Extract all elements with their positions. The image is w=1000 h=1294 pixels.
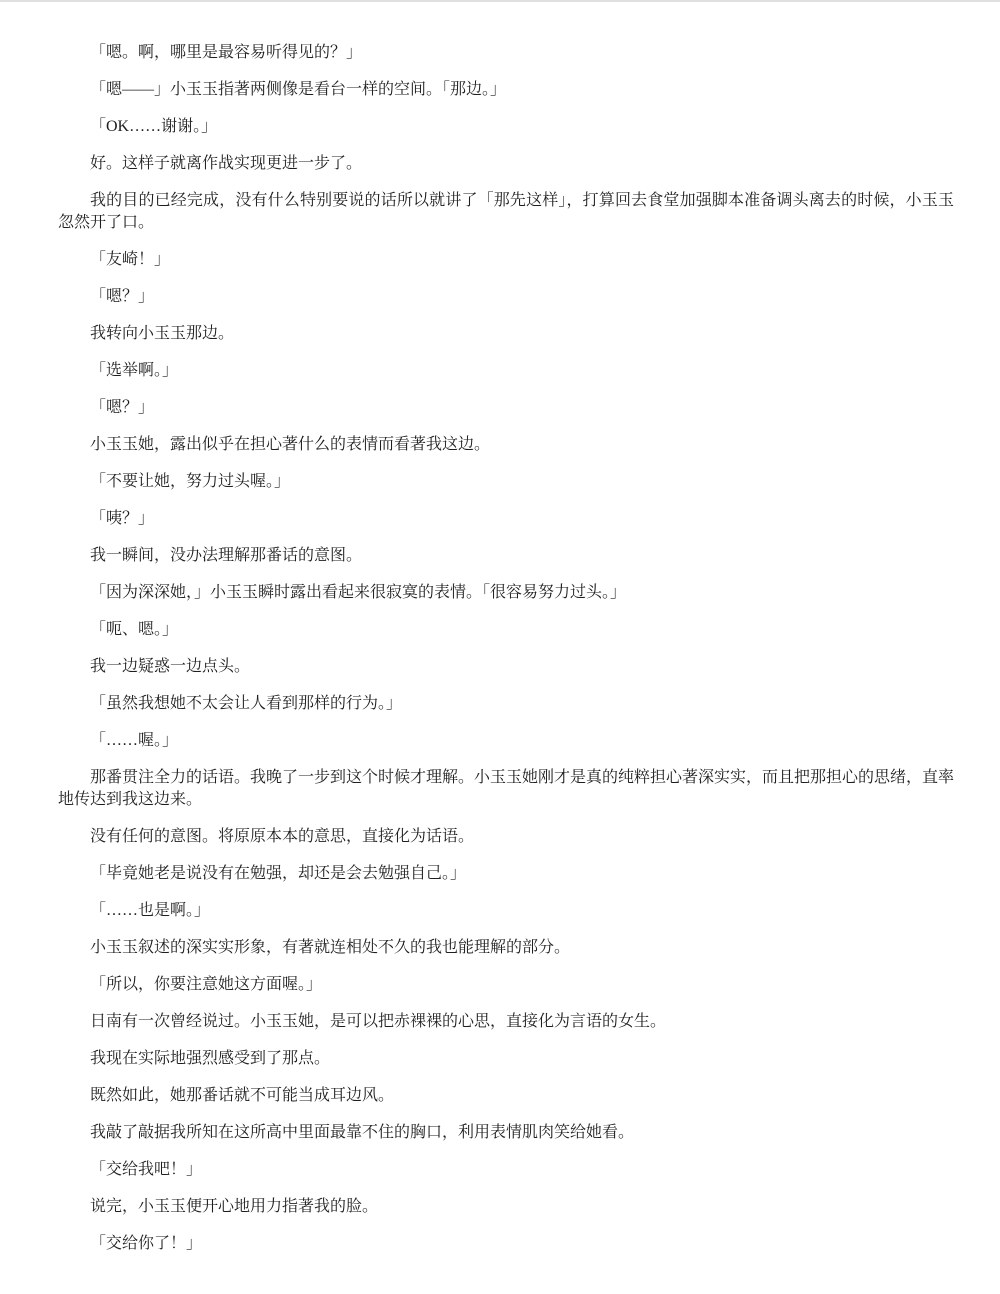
paragraph-dialogue: 「不要让她，努力过头喔。」	[90, 473, 291, 490]
paragraph-dialogue: 「呃、嗯。」	[90, 621, 179, 638]
paragraph-narration: 小玉玉她，露出似乎在担心著什么的表情而看著我这边。	[90, 436, 491, 453]
paragraph-dialogue: 「OK……谢谢。」	[90, 118, 218, 135]
paragraph-dialogue: 「嗯？」	[90, 288, 155, 305]
paragraph-dialogue: 「因为深深她，」小玉玉瞬时露出看起来很寂寞的表情。「很容易努力过头。」	[90, 584, 627, 601]
paragraph-dialogue: 「交给我吧！」	[90, 1161, 203, 1178]
paragraph-dialogue: 「友崎！」	[90, 251, 171, 268]
paragraph-dialogue: 「嗯。啊，哪里是最容易听得见的？」	[90, 44, 363, 61]
paragraph-dialogue: 「所以，你要注意她这方面喔。」	[90, 976, 323, 993]
paragraph-dialogue: 「选举啊。」	[90, 362, 179, 379]
paragraph-narration: 没有任何的意图。将原原本本的意思，直接化为话语。	[90, 828, 475, 845]
paragraph-dialogue: 「嗯——」小玉玉指著两侧像是看台一样的空间。「那边。」	[90, 81, 507, 98]
paragraph-dialogue: 「……喔。」	[90, 732, 179, 749]
paragraph-narration: 那番贯注全力的话语。我晚了一步到这个时候才理解。小玉玉她刚才是真的纯粹担心著深实实，而且把那担心的思绪，直率地传达到我这边来。	[58, 769, 955, 808]
paragraph-narration: 我一边疑惑一边点头。	[90, 658, 251, 675]
paragraph-dialogue: 「……也是啊。」	[90, 902, 211, 919]
paragraph-narration: 我一瞬间，没办法理解那番话的意图。	[90, 547, 363, 564]
paragraph-narration: 说完，小玉玉便开心地用力指著我的脸。	[90, 1198, 379, 1215]
paragraph-narration: 我转向小玉玉那边。	[90, 325, 235, 342]
page-top-edge-line	[0, 0, 1000, 2]
paragraph-dialogue: 「虽然我想她不太会让人看到那样的行为。」	[90, 695, 403, 712]
paragraph-narration: 小玉玉叙述的深实实形象，有著就连相处不久的我也能理解的部分。	[90, 939, 571, 956]
paragraph-narration: 我敲了敲据我所知在这所高中里面最靠不住的胸口，利用表情肌肉笑给她看。	[90, 1124, 635, 1141]
paragraph-dialogue: 「咦？」	[90, 510, 155, 527]
paragraph-dialogue: 「交给你了！」	[90, 1235, 203, 1252]
paragraph-narration: 我现在实际地强烈感受到了那点。	[90, 1050, 331, 1067]
paragraph-narration: 我的目的已经完成，没有什么特别要说的话所以就讲了「那先这样」，打算回去食堂加强脚本准备调头离去的时候，小玉玉忽然开了口。	[58, 192, 954, 231]
paragraph-narration: 好。这样子就离作战实现更进一步了。	[90, 155, 363, 172]
paragraph-narration: 日南有一次曾经说过。小玉玉她，是可以把赤裸裸的心思，直接化为言语的女生。	[90, 1013, 667, 1030]
paragraph-dialogue: 「嗯？」	[90, 399, 155, 416]
paragraph-narration: 既然如此，她那番话就不可能当成耳边风。	[90, 1087, 395, 1104]
paragraph-dialogue: 「毕竟她老是说没有在勉强，却还是会去勉强自己。」	[90, 865, 467, 882]
